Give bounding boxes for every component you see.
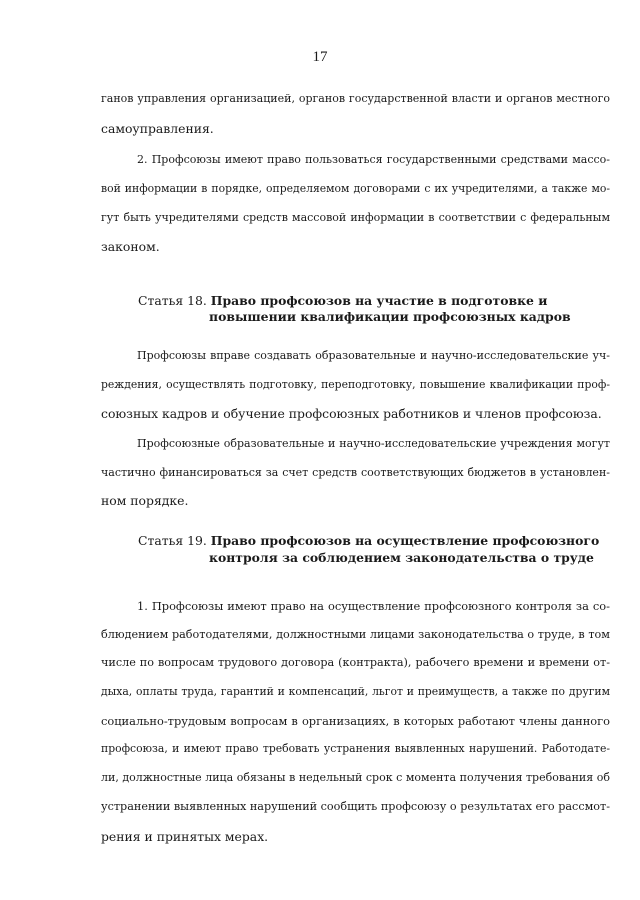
paragraph-line: гут быть учредителями средств массовой информации в соответствии с федеральным	[101, 211, 610, 224]
paragraph-line: ганов управления организацией, органов государственной власти и органов местного	[101, 92, 610, 105]
article-19-title-line1: Право профсоюзов на осуществление профсоюзного	[210, 533, 600, 548]
paragraph-line: вой информации в порядке, определяемом договорами с их учредителями, а также мо-	[101, 182, 610, 195]
paragraph-line: дыха, оплаты труда, гарантий и компенсаций, льгот и преимуществ, а также по другим	[101, 685, 610, 698]
paragraph-line: ном порядке.	[101, 493, 189, 508]
article-18-title-line2: повышении квалификации профсоюзных кадров	[209, 309, 571, 324]
article-19-heading	[138, 532, 599, 550]
paragraph-line: ли, должностные лица обязаны в недельный срок с момента получения требования об	[101, 771, 610, 784]
paragraph-line: законом.	[101, 239, 160, 254]
article-19-title-line2: контроля за соблюдением законодательства о труде	[209, 550, 594, 565]
paragraph-line: реждения, осуществлять подготовку, переподготовку, повышение квалификации проф-	[101, 378, 610, 391]
paragraph-line: 1. Профсоюзы имеют право на осуществление профсоюзного контроля за со-	[137, 599, 610, 613]
paragraph-line: блюдением работодателями, должностными лицами законодательства о труде, в том	[101, 628, 610, 641]
paragraph-line: социально-трудовым вопросам в организациях, в которых работают члены данного	[101, 714, 610, 728]
paragraph-line: профсоюза, и имеют право требовать устранения выявленных нарушений. Работодате-	[101, 742, 610, 755]
paragraph-line: рения и принятых мерах.	[101, 829, 269, 844]
paragraph-line: устранении выявленных нарушений сообщить профсоюзу о результатах его рассмот-	[101, 800, 610, 813]
paragraph-line: Профсоюзы вправе создавать образовательные и научно-исследовательские уч-	[137, 349, 610, 362]
article-18-number: Статья 18.	[138, 293, 207, 308]
paragraph-line: союзных кадров и обучение профсоюзных работников и членов профсоюза.	[101, 406, 602, 421]
paragraph-line: частично финансироваться за счет средств соответствующих бюджетов в установлен-	[101, 466, 610, 479]
page-number: 17	[312, 49, 328, 65]
article-18-title-line1: Право профсоюзов на участие в подготовке и	[210, 293, 548, 308]
paragraph-line: числе по вопросам трудового договора (контракта), рабочего времени и времени от-	[101, 656, 610, 669]
article-19-number: Статья 19.	[138, 533, 207, 548]
paragraph-line: 2. Профсоюзы имеют право пользоваться государственными средствами массо-	[137, 153, 610, 166]
paragraph-line: самоуправления.	[101, 121, 214, 136]
paragraph-line: Профсоюзные образовательные и научно-исследовательские учреждения могут	[137, 437, 610, 450]
